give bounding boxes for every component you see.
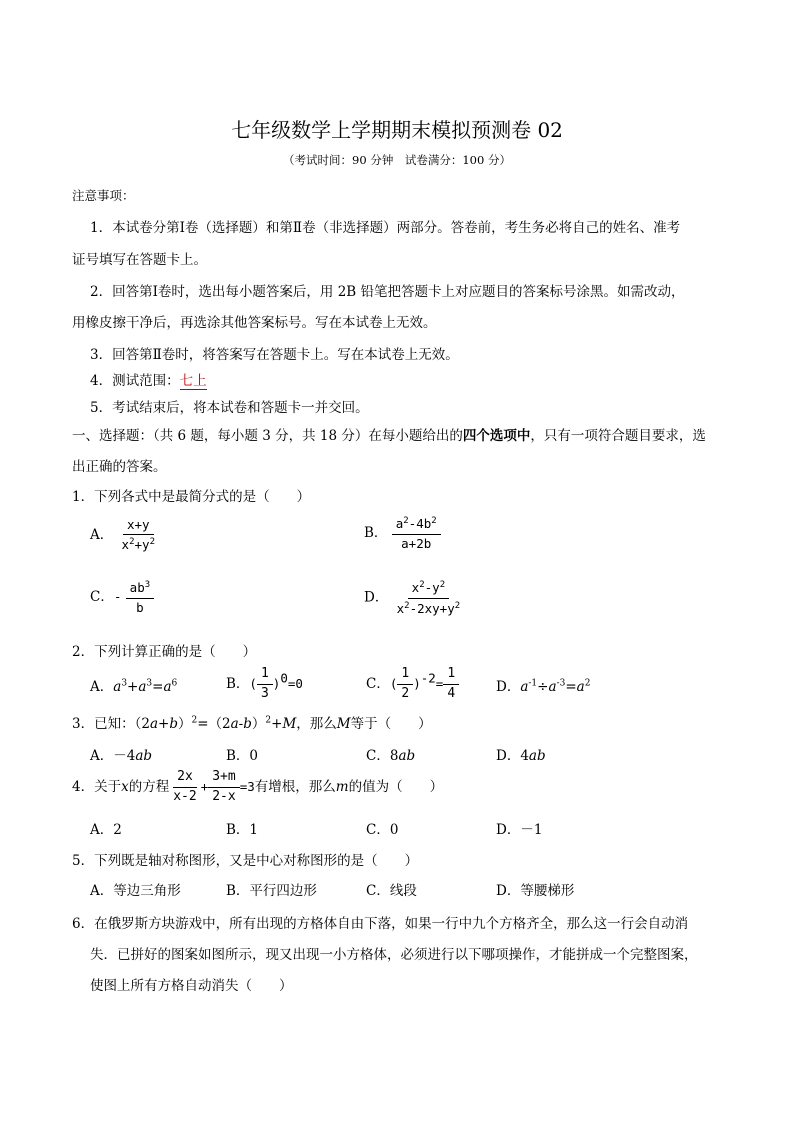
q4-fraction-1: $\frac{2x}{x-2}$ — [173, 769, 197, 804]
q2-b-fraction: $\frac{1}{3}$ — [257, 667, 273, 702]
q1-d-label: D． — [364, 589, 389, 606]
note-5: 5．考试结束后，将本试卷和答题卡一并交回。 — [90, 400, 369, 416]
q1-a-denominator: $x^2+y^2$ — [121, 537, 155, 553]
q1-d-fraction — [393, 580, 465, 616]
question-6-line-2: 失．已拼好的图案如图所示，现又出现一小方格体，必须进行以下哪项操作，才能拼成一个完整图案， — [90, 947, 698, 963]
q2-option-d: D．$a^{-1}\div a^{-3}=a^2$ — [496, 678, 591, 695]
q2-option-c: C．( $\frac{1}{2}$ )$^{-2}$= $\frac{1}{4}$ — [366, 667, 459, 702]
question-5-stem: 5．下列既是轴对称图形，又是中心对称图形的是（ ） — [72, 853, 419, 869]
note-3: 3．回答第Ⅱ卷时，将答案写在答题卡上。写在本试卷上无效。 — [90, 347, 459, 363]
q2-c-result-fraction: $\frac{1}{4}$ — [443, 667, 459, 702]
q5-option-c: C．线段 — [366, 883, 417, 899]
page-subtitle: （考试时间：90 分钟 试卷满分：100 分） — [283, 153, 511, 167]
section-1-suffix: ，只有一项符合题目要求，选 — [530, 428, 706, 444]
note-4 — [90, 369, 207, 389]
q1-option-b — [364, 516, 441, 551]
q1-a-label: A． — [90, 526, 114, 543]
q4-option-d: D．－1 — [496, 822, 543, 838]
q1-d-numerator: $x^2-y^2$ — [408, 580, 449, 599]
note-2-line-1: 2．回答第Ⅰ卷时，选出每小题答案后，用 2B 铅笔把答题卡上对应题目的答案标号涂黑。如需改动， — [90, 284, 685, 300]
section-1-prefix: 一、选择题：（共 6 题，每小题 3 分，共 18 分）在每小题给出的 — [72, 428, 463, 444]
q1-option-d — [364, 580, 464, 616]
question-1-stem: 1．下列各式中是最简分式的是（ ） — [72, 489, 311, 505]
q5-option-b: B．平行四边形 — [226, 883, 317, 899]
q1-a-fraction — [118, 518, 159, 553]
q5-option-d: D．等腰梯形 — [496, 883, 575, 899]
q1-c-numerator: $ab^3$ — [126, 580, 154, 599]
note-1-line-1: 1．本试卷分第Ⅰ卷（选择题）和第Ⅱ卷（非选择题）两部分。答卷前，考生务必将自己的姓名、准考 — [90, 220, 681, 236]
q3-option-d: D．4ab — [496, 748, 546, 764]
q2-c-fraction: $\frac{1}{2}$ — [397, 667, 413, 702]
q5-option-a: A．等边三角形 — [90, 883, 181, 899]
q1-c-label: C． — [90, 588, 114, 605]
q2-option-a: A．$a^3+a^3=a^6$ — [90, 678, 178, 695]
section-1-instructions — [72, 424, 706, 444]
q2-option-b: B．( $\frac{1}{3}$ )$^0$=0 — [226, 666, 303, 701]
q1-c-denominator: b — [136, 599, 144, 615]
q1-a-numerator: x+y — [123, 518, 154, 535]
section-1-emphasis: 四个选项中 — [462, 428, 531, 444]
q4-option-c: C．0 — [366, 822, 399, 838]
note-4-label: 4．测试范围： — [90, 373, 180, 389]
question-2-stem: 2．下列计算正确的是（ ） — [72, 644, 257, 660]
q1-d-denominator: $x^2-2xy+y^2$ — [396, 600, 461, 616]
question-6-line-3: 使图上所有方格自动消失（ ） — [90, 978, 293, 994]
q4-option-b: B．1 — [226, 822, 259, 838]
q1-option-c: C．- $\frac{ab^3}{b}$ — [90, 580, 154, 615]
q1-c-fraction — [126, 580, 154, 615]
q1-b-label: B． — [364, 524, 388, 541]
q1-b-denominator: a+2b — [401, 535, 432, 551]
question-3-stem: 3．已知：$(2a+b)^2=(2a-b)^2+M$，那么M等于（ ） — [72, 715, 432, 732]
q1-b-numerator: $a^2-4b^2$ — [392, 516, 441, 535]
section-1-line-2: 出正确的答案。 — [72, 459, 167, 475]
question-6-line-1: 6．在俄罗斯方块游戏中，所有出现的方格体自由下落，如果一行中九个方格齐全，那么这一行会自动消 — [72, 916, 689, 932]
question-4-stem: 4．关于x的方程 $\frac{2x}{x-2}$ + $\frac{3+m}{2-x}$ =3有增根，那么m的值为（ ） — [72, 769, 444, 804]
q3-option-b: B．0 — [226, 748, 259, 764]
q3-option-a: A．－4ab — [90, 748, 153, 764]
q4-fraction-2: $\frac{3+m}{2-x}$ — [208, 770, 239, 805]
q1-b-fraction — [392, 516, 441, 551]
q3-option-c: C．8ab — [366, 748, 416, 764]
note-1-line-2: 证号填写在答题卡上。 — [72, 252, 207, 268]
q4-option-a: A．2 — [90, 822, 122, 838]
page-title: 七年级数学上学期期末模拟预测卷 02 — [231, 118, 563, 142]
q1-option-a — [90, 518, 159, 553]
notes-heading: 注意事项： — [72, 188, 135, 203]
note-4-scope: 七上 — [179, 373, 207, 389]
note-2-line-2: 用橡皮擦干净后，再选涂其他答案标号。写在本试卷上无效。 — [72, 315, 437, 331]
